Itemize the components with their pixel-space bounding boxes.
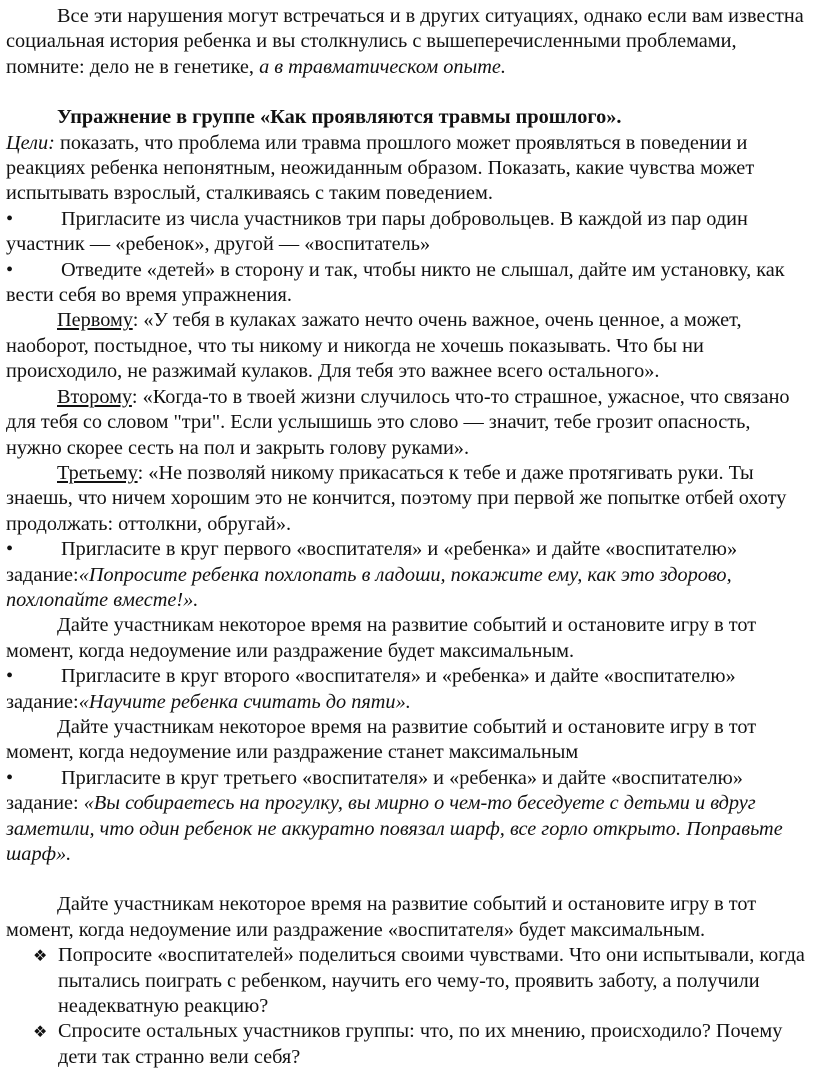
bullet-mark: • (6, 258, 14, 281)
exercise-title: Упражнение в группе «Как проявляются травмы прошлого». (57, 106, 622, 129)
intro-text: Все эти нарушения могут встречаться и в других ситуациях, однако если вам известна социальная история ребенка и вы столкнулись с вышеперечисленными проблемами, помните: дело не в генетике, (6, 5, 804, 78)
closing-paragraph: Дайте участникам некоторое время на развитие событий и остановите игру в тот момент, когда недоумение или раздражение «воспитателя» будет максимальным. (6, 893, 757, 941)
role-third-label: Третьему (57, 461, 138, 484)
role-third (6, 461, 808, 537)
step-2 (6, 258, 808, 309)
step-1 (6, 207, 808, 258)
task-2-italic: «Научите ребенка считать до пяти». (78, 690, 411, 713)
bullet-mark: • (6, 538, 14, 561)
diamond-bullet-icon: ❖ (33, 946, 48, 966)
task-2-after: Дайте участникам некоторое время на развитие событий и остановите игру в тот момент, когда недоумение или раздражение станет максимальным (6, 715, 757, 764)
spacer (6, 867, 808, 892)
questions-list (6, 943, 808, 1070)
role-second-label: Второму (57, 385, 132, 408)
role-first-text: : «У тебя в кулаках зажато нечто очень важное, очень ценное, а может, наоборот, постыдное, что ты никому и никогда не хочешь показывать. Что бы ни происходило, не разжимай кулаков. Для тебя это важнее всего остального». (6, 309, 742, 383)
question-item (6, 1019, 808, 1070)
intro-italic: а в травматическом опыте. (259, 55, 506, 78)
bullet-mark: • (6, 766, 14, 789)
task-1 (6, 537, 808, 613)
task-1-italic: «Попросите ребенка похлопать в ладоши, покажите ему, как это здорово, похлопайте вместе!». (6, 563, 732, 611)
question-text: Спросите остальных участников группы: что, по их мнению, происходило? Почему дети так странно вели себя? (58, 1020, 783, 1068)
task-3-italic: «Вы собираетесь на прогулку, вы мирно о чем-то беседуете с детьми и вдруг заметили, что один ребенок не аккуратно повязал шарф, все горло открыто. Поправьте шарф». (6, 792, 783, 865)
spacer (6, 80, 808, 105)
role-second-text: : «Когда-то в твоей жизни случилось что-то страшное, ужасное, что связано для тебя со словом "три". Если услышишь это слово — значит, тебе грозит опасность, нужно скорее сесть на пол и закрыть голову руками». (6, 385, 790, 459)
question-item (6, 943, 808, 1019)
role-first (6, 308, 808, 384)
goals-label: Цели: (6, 131, 55, 154)
step-2-text: Отведите «детей» в сторону и так, чтобы никто не слышал, дайте им установку, как вести себя во время упражнения. (6, 258, 785, 307)
intro-paragraph (6, 4, 808, 80)
task-1-after: Дайте участникам некоторое время на развитие событий и остановите игру в тот момент, когда недоумение или раздражение будет максимальным. (6, 614, 757, 662)
goals-text: показать, что проблема или травма прошлого может проявляться в поведении и реакциях ребенка непонятным, неожиданным образом. Показать, какие чувства может испытывать взрослый, сталкиваясь с таким поведением. (6, 131, 755, 205)
task-2 (6, 664, 808, 715)
goals-paragraph (6, 131, 808, 207)
bullet-mark: • (6, 665, 14, 688)
bullet-mark: • (6, 207, 14, 230)
role-second (6, 385, 808, 461)
question-text: Попросите «воспитателей» поделиться своими чувствами. Что они испытывали, когда пытались поиграть с ребенком, научить его чему-то, проявить заботу, а получили неадекватную реакцию? (58, 944, 805, 1018)
step-1-text: Пригласите из числа участников три пары добровольцев. В каждой из пар один участник — «ребенок», другой — «воспитатель» (6, 207, 748, 256)
diamond-bullet-icon: ❖ (33, 1022, 48, 1042)
task-1-lead: Пригласите в круг первого «воспитателя» и «ребенка» и дайте «воспитателю» задание: (6, 538, 738, 586)
task-2-lead: Пригласите в круг второго «воспитателя» и «ребенка» и дайте «воспитателю» задание: (6, 665, 736, 713)
role-third-text: : «Не позволяй никому прикасаться к тебе и даже протягивать руки. Ты знаешь, что ничем хорошим это не кончится, поэтому при первой же попытке отбей охоту продолжать: оттолкни, обругай». (6, 461, 787, 535)
task-3 (6, 766, 808, 868)
role-first-label: Первому (57, 309, 133, 332)
task-3-lead: Пригласите в круг третьего «воспитателя» и «ребенка» и дайте «воспитателю» задание: (6, 766, 743, 815)
